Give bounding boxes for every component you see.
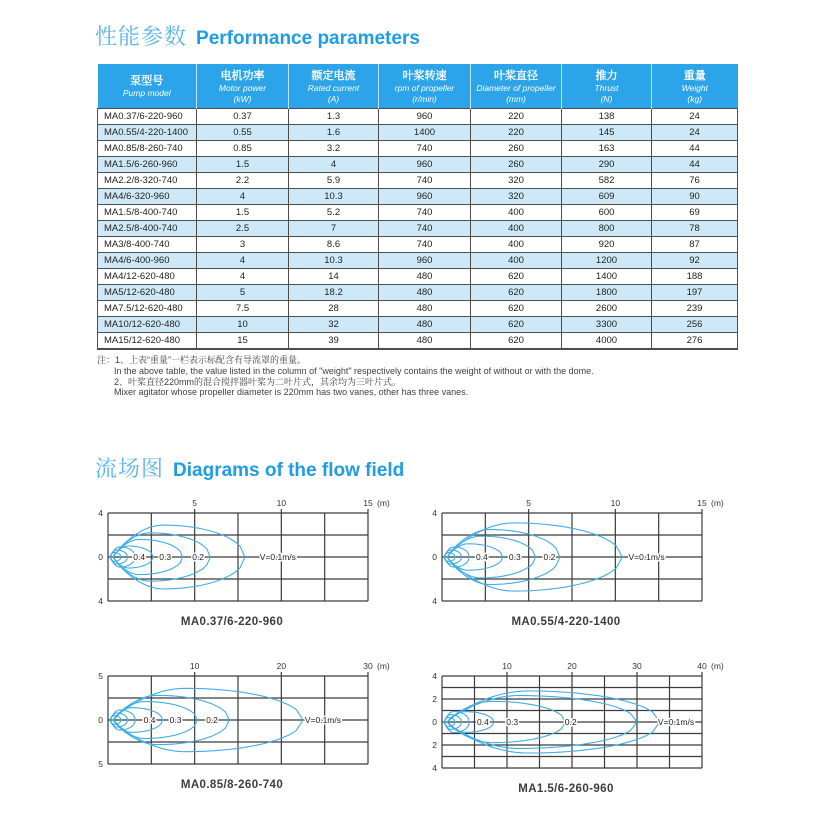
x-tick-label: 10 (610, 498, 621, 509)
value-cell: 10 (197, 317, 289, 333)
column-header-unit: (A) (327, 93, 340, 104)
column-header-unit: (kW) (233, 93, 252, 104)
value-cell: 260 (471, 141, 562, 157)
x-tick-label: 30 (632, 661, 642, 672)
value-cell: 480 (379, 269, 471, 285)
value-cell: 600 (562, 205, 652, 221)
value-cell: 2.2 (197, 173, 289, 189)
x-tick-label: 5 (526, 498, 532, 509)
y-tick-label: 2 (432, 740, 437, 751)
value-cell: 3.2 (289, 141, 379, 157)
value-cell: 400 (471, 253, 562, 269)
performance-table-header (98, 64, 738, 109)
contour-label: 0.4 (477, 717, 489, 728)
value-cell: 290 (562, 157, 652, 173)
value-cell: 32 (289, 317, 379, 333)
value-cell: 14 (289, 269, 379, 285)
pump-model-cell: MA15/12-620-480 (98, 333, 197, 350)
contour-label: 0.2 (192, 552, 205, 563)
value-cell: 10.3 (289, 253, 379, 269)
contour-label: 0.4 (143, 715, 156, 726)
value-cell: 740 (379, 221, 471, 237)
x-tick-label: 40 (697, 661, 707, 672)
performance-title-zh: 性能参数 (95, 24, 188, 49)
value-cell: 400 (471, 205, 562, 221)
value-cell: 960 (379, 157, 471, 173)
column-header (562, 64, 652, 109)
x-tick-label: 10 (276, 498, 287, 509)
contour-label: 0.2 (206, 715, 218, 726)
value-cell: 3 (197, 237, 289, 253)
y-tick-label: 0 (98, 552, 103, 563)
column-header (98, 64, 197, 109)
column-header-zh: 推力 (595, 70, 618, 82)
contour-label: 0.3 (169, 715, 182, 726)
value-cell: 480 (379, 333, 471, 350)
value-cell: 7.5 (197, 301, 289, 317)
y-tick-label: 0 (432, 552, 437, 563)
value-cell: 960 (379, 109, 471, 125)
y-tick-label: 5 (98, 759, 103, 770)
value-cell: 4 (197, 189, 289, 205)
pump-model-cell: MA0.37/6-220-960 (98, 109, 197, 125)
column-header-zh: 重量 (683, 70, 706, 82)
value-cell: 4 (197, 269, 289, 285)
column-header-en: Motor power (218, 83, 267, 93)
performance-section (0, 20, 825, 398)
value-cell: 4 (197, 253, 289, 269)
value-cell: 28 (289, 301, 379, 317)
pump-model-cell: MA5/12-620-480 (98, 285, 197, 301)
value-cell: 44 (652, 157, 738, 173)
flow-diagram (93, 658, 418, 795)
y-tick-label: 4 (98, 596, 103, 607)
table-row (98, 269, 738, 285)
flow-diagram (427, 495, 752, 628)
y-tick-label: 2 (432, 694, 437, 705)
pump-model-cell: MA4/6-400-960 (98, 253, 197, 269)
value-cell: 2600 (562, 301, 652, 317)
value-cell: 740 (379, 141, 471, 157)
value-cell: 39 (289, 333, 379, 350)
value-cell: 800 (562, 221, 652, 237)
pump-model-cell: MA1.5/8-400-740 (98, 205, 197, 221)
value-cell: 276 (652, 333, 738, 350)
x-tick-label: 10 (502, 661, 512, 672)
y-tick-label: 5 (98, 671, 103, 682)
flow-caption: MA1.5/6-260-960 (518, 783, 614, 796)
contour-label: 0.2 (543, 552, 556, 563)
flow-section-title (95, 452, 825, 483)
header-row (98, 64, 738, 109)
y-tick-label: 0 (98, 715, 103, 726)
value-cell: 320 (471, 173, 562, 189)
value-cell: 44 (652, 141, 738, 157)
pump-model-cell: MA0.55/4-220-1400 (98, 125, 197, 141)
note-line-en-2: Mixer agitator whose propeller diameter is 220mm has two vanes, other has three vanes. (114, 387, 469, 398)
pump-model-cell: MA1.5/6-260-960 (98, 157, 197, 173)
pump-model-cell: MA3/8-400-740 (98, 237, 197, 253)
column-header-en: Thrust (594, 83, 619, 93)
value-cell: 1200 (562, 253, 652, 269)
pump-model-cell: MA10/12-620-480 (98, 317, 197, 333)
value-cell: 92 (652, 253, 738, 269)
value-cell: 8.6 (289, 237, 379, 253)
table-row (98, 157, 738, 173)
value-cell: 620 (471, 317, 562, 333)
x-tick-label: 15 (697, 498, 707, 509)
table-row (98, 173, 738, 189)
performance-section-title (95, 20, 825, 51)
value-cell: 197 (652, 285, 738, 301)
contour-label: V=0.1m/s (304, 715, 342, 726)
value-cell: 0.55 (197, 125, 289, 141)
pump-model-cell: MA2.2/8-320-740 (98, 173, 197, 189)
column-header-zh: 电机功率 (220, 70, 265, 82)
value-cell: 480 (379, 301, 471, 317)
y-tick-label: 4 (432, 508, 437, 519)
contour-label: 0.4 (475, 552, 488, 563)
x-tick-label: 10 (189, 661, 200, 672)
flow-title-en: Diagrams of the flow field (173, 460, 405, 482)
flow-diagram-svg (427, 658, 747, 776)
note-line-en-1: In the above table, the value listed in the column of "weight" respectively contains the weight of without or with the dome. (114, 365, 594, 376)
value-cell: 609 (562, 189, 652, 205)
contour-label: V=0.1m/s (657, 717, 695, 728)
value-cell: 69 (652, 205, 738, 221)
value-cell: 3300 (562, 317, 652, 333)
flow-diagram-svg (93, 658, 413, 772)
x-tick-label: 30 (363, 661, 373, 672)
flow-diagram-svg (427, 495, 747, 609)
note-line-zh-1: 注：1、上表“重量”一栏表示标配含有导流罩的重量。 (97, 355, 307, 365)
value-cell: 2.5 (197, 221, 289, 237)
table-row (98, 333, 738, 350)
pump-model-cell: MA0.85/8-260-740 (98, 141, 197, 157)
value-cell: 18.2 (289, 285, 379, 301)
table-notes (97, 355, 825, 398)
pump-model-cell: MA2.5/8-400-740 (98, 221, 197, 237)
value-cell: 145 (562, 125, 652, 141)
flow-field-section (0, 452, 825, 795)
value-cell: 4000 (562, 333, 652, 350)
pump-model-cell: MA4/12-620-480 (98, 269, 197, 285)
value-cell: 87 (652, 237, 738, 253)
value-cell: 960 (379, 253, 471, 269)
value-cell: 1.5 (197, 205, 289, 221)
performance-table (97, 64, 738, 350)
column-header-en: Diameter of propeller (476, 83, 556, 93)
column-header-unit: (kg) (687, 93, 703, 104)
performance-table-body (98, 109, 738, 350)
value-cell: 5 (197, 285, 289, 301)
value-cell: 740 (379, 205, 471, 221)
contour-label: 0.3 (506, 717, 519, 728)
column-header-zh: 额定电流 (311, 70, 356, 82)
value-cell: 24 (652, 125, 738, 141)
column-header-unit: (mm) (506, 93, 526, 104)
y-tick-label: 4 (432, 763, 437, 774)
x-tick-label: 5 (192, 498, 198, 509)
flow-diagram-svg (93, 495, 413, 609)
table-row (98, 125, 738, 141)
performance-title-en: Performance parameters (196, 28, 420, 49)
flow-title-zh: 流场图 (95, 456, 165, 482)
column-header (379, 64, 471, 109)
column-header-zh: 叶桨直径 (494, 70, 538, 82)
table-row (98, 301, 738, 317)
contour-label: 0.3 (159, 552, 172, 563)
value-cell: 188 (652, 269, 738, 285)
value-cell: 620 (471, 269, 562, 285)
value-cell: 138 (562, 109, 652, 125)
x-axis-unit: (m) (377, 498, 390, 509)
y-tick-label: 4 (432, 596, 437, 607)
value-cell: 740 (379, 237, 471, 253)
flow-caption: MA0.55/4-220-1400 (511, 616, 621, 629)
flow-caption: MA0.85/8-260-740 (180, 779, 284, 792)
value-cell: 0.37 (197, 109, 289, 125)
x-axis-unit: (m) (377, 661, 390, 672)
value-cell: 620 (471, 285, 562, 301)
column-header-en: Weight (681, 83, 708, 93)
value-cell: 5.9 (289, 173, 379, 189)
contour-label: V=0.1m/s (628, 552, 665, 563)
column-header-en: rpm of propeller (394, 83, 455, 93)
value-cell: 15 (197, 333, 289, 350)
table-row (98, 109, 738, 125)
contour-label: 0.4 (133, 552, 146, 563)
value-cell: 400 (471, 237, 562, 253)
value-cell: 1400 (562, 269, 652, 285)
value-cell: 1.3 (289, 109, 379, 125)
flow-diagram-grid (93, 495, 825, 795)
value-cell: 24 (652, 109, 738, 125)
y-tick-label: 0 (432, 717, 437, 728)
value-cell: 0.85 (197, 141, 289, 157)
value-cell: 960 (379, 189, 471, 205)
value-cell: 620 (471, 333, 562, 350)
column-header (289, 64, 379, 109)
y-tick-label: 4 (98, 508, 103, 519)
contour-label: 0.2 (564, 717, 577, 728)
column-header-unit: (N) (600, 93, 613, 104)
value-cell: 1800 (562, 285, 652, 301)
table-row (98, 237, 738, 253)
value-cell: 256 (652, 317, 738, 333)
column-header-zh: 泵型号 (130, 75, 164, 88)
contour-label: V=0.1m/s (259, 552, 296, 563)
value-cell: 5.2 (289, 205, 379, 221)
value-cell: 480 (379, 285, 471, 301)
x-axis-unit: (m) (711, 661, 724, 672)
value-cell: 220 (471, 125, 562, 141)
column-header-en: Pump model (122, 88, 171, 99)
value-cell: 582 (562, 173, 652, 189)
note-line-zh-2: 2、叶桨直径220mm的混合搅拌器叶桨为二叶片式，其余均为三叶片式。 (114, 376, 402, 387)
value-cell: 1.5 (197, 157, 289, 173)
column-header (471, 64, 562, 109)
value-cell: 10.3 (289, 189, 379, 205)
column-header-zh: 叶桨转速 (402, 70, 447, 82)
value-cell: 4 (289, 157, 379, 173)
value-cell: 90 (652, 189, 738, 205)
value-cell: 620 (471, 301, 562, 317)
table-row (98, 253, 738, 269)
value-cell: 239 (652, 301, 738, 317)
value-cell: 260 (471, 157, 562, 173)
table-row (98, 205, 738, 221)
value-cell: 76 (652, 173, 738, 189)
table-row (98, 285, 738, 301)
value-cell: 920 (562, 237, 652, 253)
value-cell: 163 (562, 141, 652, 157)
contour-label: 0.3 (508, 552, 521, 563)
column-header-en: Rated current (307, 83, 360, 93)
table-row (98, 317, 738, 333)
x-tick-label: 20 (567, 661, 577, 672)
column-header-unit: (r/min) (412, 93, 437, 104)
column-header (652, 64, 738, 109)
value-cell: 740 (379, 173, 471, 189)
value-cell: 220 (471, 109, 562, 125)
table-row (98, 189, 738, 205)
column-header (197, 64, 289, 109)
x-tick-label: 20 (276, 661, 287, 672)
value-cell: 1.6 (289, 125, 379, 141)
y-tick-label: 4 (432, 671, 437, 682)
flow-diagram (427, 658, 752, 795)
pump-model-cell: MA4/6-320-960 (98, 189, 197, 205)
value-cell: 7 (289, 221, 379, 237)
x-tick-label: 15 (363, 498, 373, 509)
table-row (98, 141, 738, 157)
table-row (98, 221, 738, 237)
value-cell: 400 (471, 221, 562, 237)
value-cell: 480 (379, 317, 471, 333)
flow-caption: MA0.37/6-220-960 (180, 616, 284, 629)
value-cell: 320 (471, 189, 562, 205)
value-cell: 78 (652, 221, 738, 237)
x-axis-unit: (m) (711, 498, 724, 509)
pump-model-cell: MA7.5/12-620-480 (98, 301, 197, 317)
value-cell: 1400 (379, 125, 471, 141)
flow-diagram (93, 495, 418, 628)
